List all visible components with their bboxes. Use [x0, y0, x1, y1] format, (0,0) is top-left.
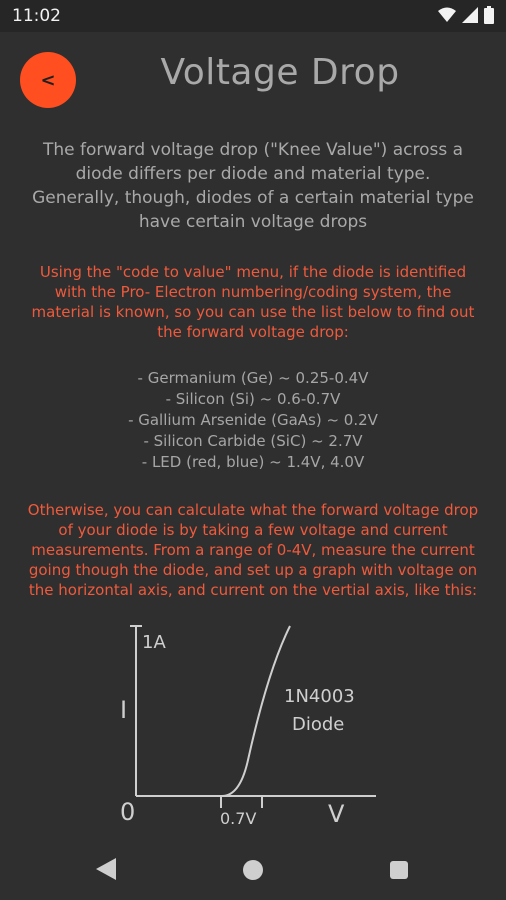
graph-curve-label: 1N4003	[284, 686, 355, 707]
back-button[interactable]	[20, 52, 76, 108]
triangle-back-icon[interactable]	[96, 858, 116, 880]
calc-note-text: Otherwise, you can calculate what the forward voltage drop of your diode is by taking a few voltage and current measurements. From a range of 0-4V, measure the current going though the diode, and set up a graph with voltage on the horizontal axis, and current on the vertial axis, like this:	[27, 501, 479, 599]
square-recent-icon[interactable]	[390, 861, 408, 879]
graph-curve-label-2: Diode	[292, 714, 345, 735]
list-item: - Silicon (Si) ~ 0.6-0.7V	[165, 390, 341, 408]
graph-origin-label: 0	[120, 798, 136, 826]
intro-text: The forward voltage drop ("Knee Value") across a diode differs per diode and material type. Generally, though, diodes of a certain material type have certain voltage drops	[32, 140, 474, 232]
wifi-icon	[438, 7, 456, 23]
diode-curve	[178, 626, 290, 796]
status-icons	[438, 6, 494, 24]
battery-icon	[484, 6, 494, 24]
status-bar	[0, 0, 506, 32]
chevron-left-icon: <	[40, 69, 56, 91]
graph-y-max-label: 1A	[142, 632, 166, 653]
navigation-bar	[0, 840, 506, 900]
status-time: 11:02	[12, 6, 61, 26]
graph-x-axis-label: V	[328, 800, 345, 828]
signal-icon	[462, 7, 478, 23]
list-item: - Gallium Arsenide (GaAs) ~ 0.2V	[128, 411, 378, 429]
graph-knee-label: 0.7V	[220, 809, 257, 828]
page-title: Voltage Drop	[160, 52, 400, 93]
list-item: - Germanium (Ge) ~ 0.25-0.4V	[137, 369, 369, 387]
graph-y-axis-label: I	[120, 696, 128, 724]
diode-graph	[0, 610, 506, 830]
circle-home-icon[interactable]	[243, 860, 263, 880]
list-item: - Silicon Carbide (SiC) ~ 2.7V	[143, 432, 363, 450]
list-item: - LED (red, blue) ~ 1.4V, 4.0V	[141, 453, 365, 471]
materials-list	[60, 368, 446, 473]
code-note-text: Using the "code to value" menu, if the diode is identified with the Pro- Electron numbering/coding system, the material is known, so you can use the list below to find out the forward voltage drop:	[31, 263, 475, 341]
